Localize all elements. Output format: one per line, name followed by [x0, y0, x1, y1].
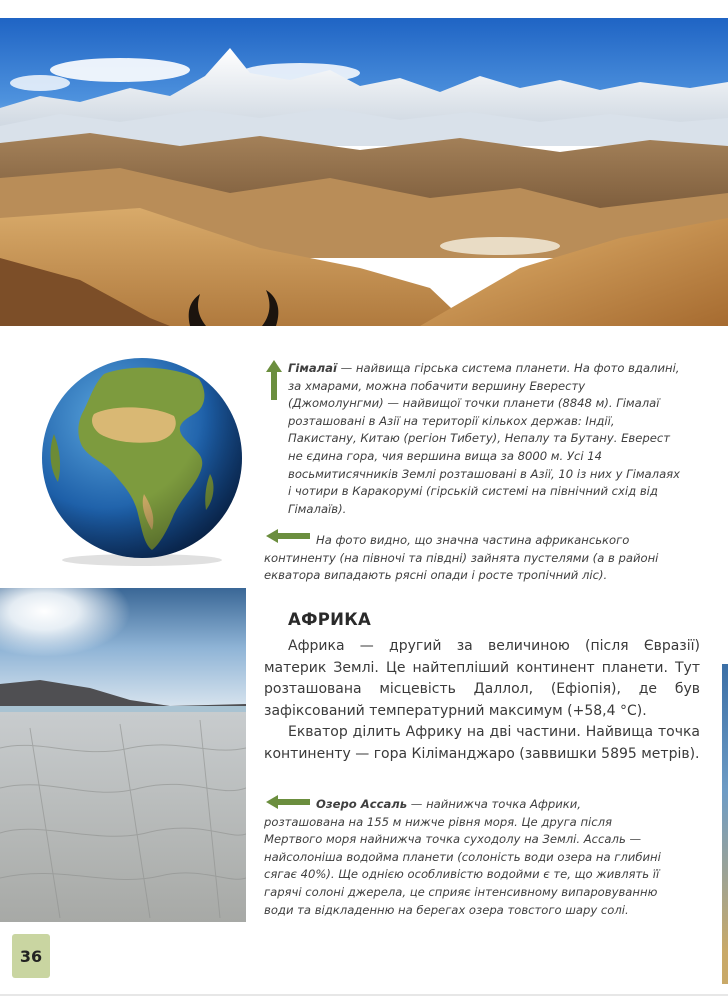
arrow-up-icon [266, 360, 282, 400]
desert-caption [264, 532, 664, 585]
himalaya-photo [0, 18, 728, 326]
assal-caption-text: — найнижча точка Африки, розташована на 155 м нижче рівня моря. Це друга після Мертвого моря найнижча точка суходолу на Землі. Ассаль — найсолоніша водойма планети (солоність води озера на глибині сягає 40%). Ще однією особливістю водойми є те, що живлять її гарячі солоні джерела, це сприяє інтенсивному випаровуванню води та відкладенню на берегах озера товстого шару солі. [264, 797, 661, 917]
assal-caption [264, 796, 664, 919]
page-divider [0, 994, 728, 996]
africa-paragraph-2: Екватор ділить Африку на дві частини. Найвища точка континенту — гора Кіліманджаро (заввишки 5895 метрів). [264, 724, 700, 762]
next-page-edge [722, 664, 728, 984]
himalaya-caption-text: — найвища гірська система планети. На фото вдалині, за хмарами, можна побачити вершину Евересту (Джомолунгми) — найвищої точки планети (8848 м). Гімалаї розташовані в Азії на території кількох держав: Індії, Пакистану, Китаю (регіон Тибету), Непалу та Бутану. Еверест не єдина гора, чия вершина вища за 8000 м. Усі 14 восьмитисячників Землі розташовані в Азії, 10 із них у Гімалаях і чотири в Каракорумі (гірській системі на північний схід від Гімалаїв). [288, 361, 681, 516]
africa-paragraph-1: Африка — другий за величиною (після Євразії) материк Землі. Це найтепліший континент планети. Тут розташована місцевість Даллол, (Ефіопія), де був зафіксований температурний максимум (+58,4 °C). [264, 638, 700, 719]
lake-assal-illustration [0, 588, 246, 922]
himalaya-caption [288, 360, 680, 518]
lake-assal-photo [0, 588, 246, 922]
page-number-badge [12, 934, 50, 978]
section-title: АФРИКА [288, 610, 372, 629]
assal-term: Озеро Ассаль [316, 797, 408, 811]
desert-caption-text: На фото видно, що значна частина африканського континенту (на півночі та півдні) зайнята пустелями (а в районі екватора випадають рясні опади і росте тропічний ліс). [264, 533, 659, 583]
page-number: 36 [19, 946, 43, 966]
himalaya-illustration [0, 18, 728, 326]
himalaya-term: Гімалаї [288, 361, 337, 375]
earth-globe-image [34, 354, 250, 570]
globe-illustration [34, 354, 250, 570]
